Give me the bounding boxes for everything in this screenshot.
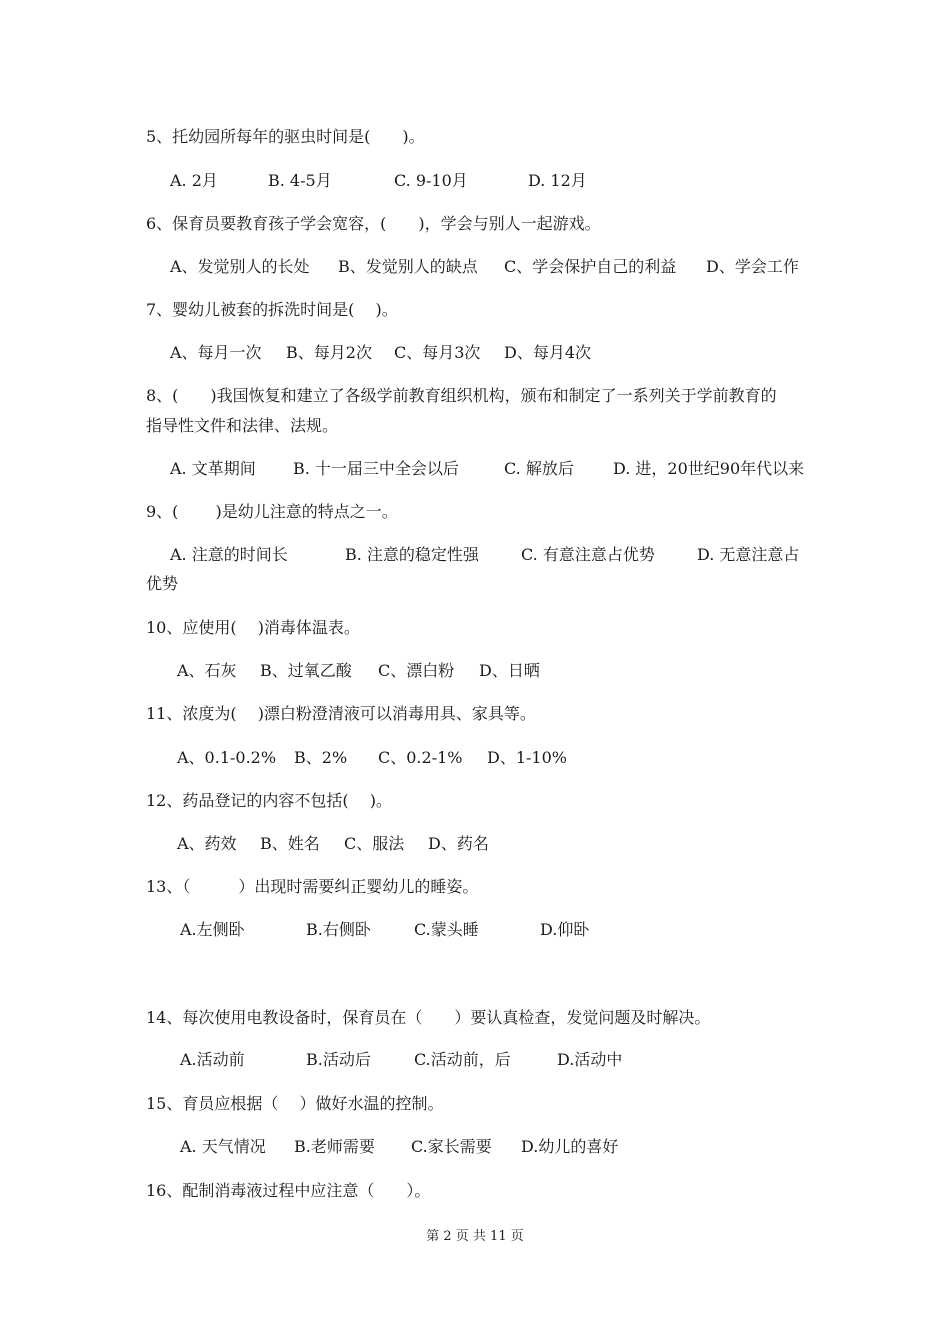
- question-12-stem: 12、药品登记的内容不包括( )。: [146, 791, 392, 810]
- option-c: C、服法: [344, 834, 405, 853]
- question-11-options: [0, 748, 950, 768]
- option-b: B、2%: [294, 748, 348, 767]
- option-d: D.仰卧: [540, 920, 590, 939]
- option-d: D. 12月: [528, 171, 587, 190]
- question-15-options: [0, 1137, 950, 1157]
- option-b: B、姓名: [260, 834, 320, 853]
- option-b: B. 4-5月: [268, 171, 332, 190]
- option-c: C.活动前，后: [414, 1050, 511, 1069]
- question-10-options: [0, 661, 950, 681]
- option-b: B、过氧乙酸: [260, 661, 352, 680]
- option-b: B. 注意的稳定性强: [345, 545, 479, 564]
- question-6-stem: 6、保育员要教育孩子学会宽容，( )，学会与别人一起游戏。: [146, 214, 601, 233]
- question-8-stem-line-2: 指导性文件和法律、法规。: [146, 416, 339, 435]
- option-d: D、每月4次: [504, 343, 592, 362]
- option-b: B.右侧卧: [306, 920, 371, 939]
- question-5-stem: 5、托幼园所每年的驱虫时间是( )。: [146, 127, 425, 146]
- option-c: C. 有意注意占优势: [521, 545, 655, 564]
- question-11-stem: 11、浓度为( )漂白粉澄清液可以消毒用具、家具等。: [146, 704, 536, 723]
- question-14-stem: 14、每次使用电教设备时，保育员在（ ）要认真检查，发觉问题及时解决。: [146, 1008, 711, 1027]
- option-c: C、漂白粉: [378, 661, 455, 680]
- question-9-option-d-continued: 优势: [146, 574, 179, 593]
- option-c: C、学会保护自己的利益: [504, 257, 677, 276]
- option-a: A. 文革期间: [170, 459, 256, 478]
- question-10-stem: 10、应使用( )消毒体温表。: [146, 618, 360, 637]
- option-c: C.家长需要: [411, 1137, 492, 1156]
- question-9-options: [0, 545, 950, 565]
- question-14-options: [0, 1050, 950, 1070]
- question-8-options: [0, 459, 950, 479]
- option-c: C、0.2-1%: [378, 748, 463, 767]
- question-15-stem: 15、育员应根据（ ）做好水温的控制。: [146, 1094, 444, 1113]
- option-d: D. 进，20世纪90年代以来: [613, 459, 805, 478]
- page-footer: 第 2 页 共 11 页: [426, 1229, 524, 1244]
- option-b: B. 十一届三中全会以后: [293, 459, 459, 478]
- question-13-stem: 13、（ ）出现时需要纠正婴幼儿的睡姿。: [146, 877, 479, 896]
- option-a: A.活动前: [180, 1050, 245, 1069]
- option-d: D. 无意注意占: [697, 545, 800, 564]
- question-8-stem-line-1: 8、( )我国恢复和建立了各级学前教育组织机构，颁布和制定了一系列关于学前教育的: [146, 386, 777, 405]
- option-a: A、0.1-0.2%: [177, 748, 277, 767]
- option-c: C. 解放后: [504, 459, 574, 478]
- option-a: A.左侧卧: [180, 920, 245, 939]
- option-d: D、学会工作: [706, 257, 799, 276]
- question-7-stem: 7、婴幼儿被套的拆洗时间是( )。: [146, 300, 398, 319]
- option-c: C、每月3次: [394, 343, 481, 362]
- question-16-stem: 16、配制消毒液过程中应注意（ ）。: [146, 1181, 431, 1200]
- question-5-options: [0, 171, 950, 191]
- option-b: B、发觉别人的缺点: [338, 257, 478, 276]
- question-7-options: [0, 343, 950, 363]
- option-a: A、每月一次: [170, 343, 262, 362]
- option-a: A、发觉别人的长处: [170, 257, 310, 276]
- question-9-stem: 9、( )是幼儿注意的特点之一。: [146, 502, 398, 521]
- option-d: D、日晒: [479, 661, 540, 680]
- question-6-options: [0, 257, 950, 277]
- option-d: D、1-10%: [487, 748, 567, 767]
- option-b: B.老师需要: [294, 1137, 375, 1156]
- option-a: A. 注意的时间长: [170, 545, 288, 564]
- option-a: A、石灰: [177, 661, 237, 680]
- option-d: D.幼儿的喜好: [521, 1137, 619, 1156]
- option-a: A. 2月: [170, 171, 218, 190]
- option-d: D、药名: [428, 834, 489, 853]
- option-b: B.活动后: [306, 1050, 371, 1069]
- option-a: A、药效: [177, 834, 237, 853]
- option-d: D.活动中: [557, 1050, 623, 1069]
- question-12-options: [0, 834, 950, 854]
- option-c: C.蒙头睡: [414, 920, 479, 939]
- question-13-options: [0, 920, 950, 940]
- option-c: C. 9-10月: [394, 171, 468, 190]
- option-a: A. 天气情况: [180, 1137, 266, 1156]
- option-b: B、每月2次: [286, 343, 372, 362]
